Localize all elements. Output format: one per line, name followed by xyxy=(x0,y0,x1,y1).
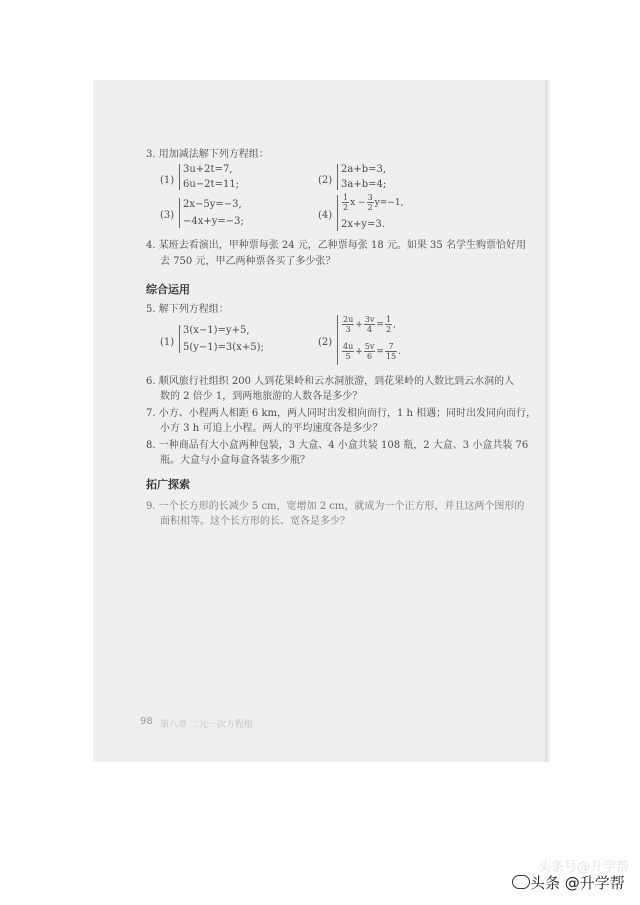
problem-7-line2: 小方 3 h 可追上小程。两人的平均速度各是多少？ xyxy=(160,423,383,434)
p3-s4-brace xyxy=(337,195,338,231)
p3-s1-eq2: 6u−2t=11; xyxy=(183,179,240,190)
wechat-icon xyxy=(512,875,530,889)
problem-6-line1: 6. 顺风旅行社组织 200 人到花果岭和云水洞旅游，到花果岭的人数比到云水洞的人 xyxy=(146,376,515,387)
p3-s2-label: (2) xyxy=(318,175,333,186)
p5-s1-label: (1) xyxy=(160,337,175,348)
p5-s1-eq1: 3(x−1)=y+5, xyxy=(183,325,250,336)
p5-s1-brace xyxy=(179,325,180,353)
section-explore-heading: 拓广探索 xyxy=(146,478,190,491)
p3-s1-label: (1) xyxy=(160,175,175,186)
p3-s4-frac1: $\frac{1}{2}$ xyxy=(343,193,349,212)
problem-9-line2: 面积相等。这个长方形的长、宽各是多少？ xyxy=(160,516,350,527)
p3-s3-eq2: −4x+y=−3; xyxy=(183,216,244,227)
problem-4-line1: 4. 某班去看演出，甲种票每张 24 元，乙种票每张 18 元。如果 35 名学生购票恰好用 xyxy=(146,240,526,251)
p3-s2-eq2: 3a+b=4; xyxy=(341,179,387,190)
p3-s2-eq1: 2a+b=3, xyxy=(341,164,387,175)
problem-6-line2: 数的 2 倍少 1，到两地旅游的人数各是多少？ xyxy=(160,391,363,402)
watermark-faint: 头条号@升学帮 xyxy=(538,860,630,875)
p3-s3-eq1: 2x−5y=−3, xyxy=(183,199,242,210)
p3-s2-brace xyxy=(337,164,338,190)
p3-s1-eq1: 3u+2t=7, xyxy=(183,164,233,175)
p3-s4-frac2: $\frac{3}{2}$ xyxy=(367,193,373,212)
page-number: 98 xyxy=(140,716,153,727)
problem-9-line1: 9. 一个长方形的长减少 5 cm，宽增加 2 cm，就成为一个正方形，并且这两个图形的 xyxy=(146,501,525,512)
problem-3-title: 3. 用加减法解下列方程组： xyxy=(146,149,269,160)
p3-s4-label: (4) xyxy=(318,210,333,221)
p3-s3-label: (3) xyxy=(160,210,175,221)
page-shadow xyxy=(545,80,551,762)
p5-s2-eq1: $\frac{2u}{3}$ + $\frac{3v}{4}$ = $\frac{1}{2}$ , xyxy=(343,315,396,334)
p3-s4-eq2: 2x+y=3. xyxy=(341,219,385,230)
section-synthesis-heading: 综合运用 xyxy=(146,283,190,296)
p5-s1-eq2: 5(y−1)=3(x+5); xyxy=(183,342,264,353)
problem-5-title: 5. 解下列方程组： xyxy=(146,304,229,315)
watermark-text: 头条 @升学帮 xyxy=(530,874,625,892)
p3-s4-eq1: $\frac{1}{2}$ x − $\frac{3}{2}$ y=−1, xyxy=(343,193,404,212)
problem-4-line2: 去 750 元，甲乙两种票各买了多少张？ xyxy=(160,256,336,267)
p5-s2-brace xyxy=(337,315,338,365)
problem-7-line1: 7. 小方、小程两人相距 6 km，两人同时出发相向而行，1 h 相遇；同时出发同向而行， xyxy=(146,408,537,419)
p5-s2-eq2: $\frac{4u}{5}$ + $\frac{5v}{6}$ = $\frac{7}{15}$ . xyxy=(343,342,402,361)
p3-s1-brace xyxy=(179,164,180,190)
p5-s2-label: (2) xyxy=(318,337,333,348)
chapter-footer: 第八章 二元一次方程组 xyxy=(160,720,253,730)
problem-8-line2: 瓶。大盒与小盒每盒各装多少瓶？ xyxy=(160,455,310,466)
problem-8-line1: 8. 一种商品有大小盒两种包装，3 大盒、4 小盒共装 108 瓶，2 大盒、3 小盒共装 76 xyxy=(146,440,529,451)
p3-s3-brace xyxy=(179,198,180,228)
